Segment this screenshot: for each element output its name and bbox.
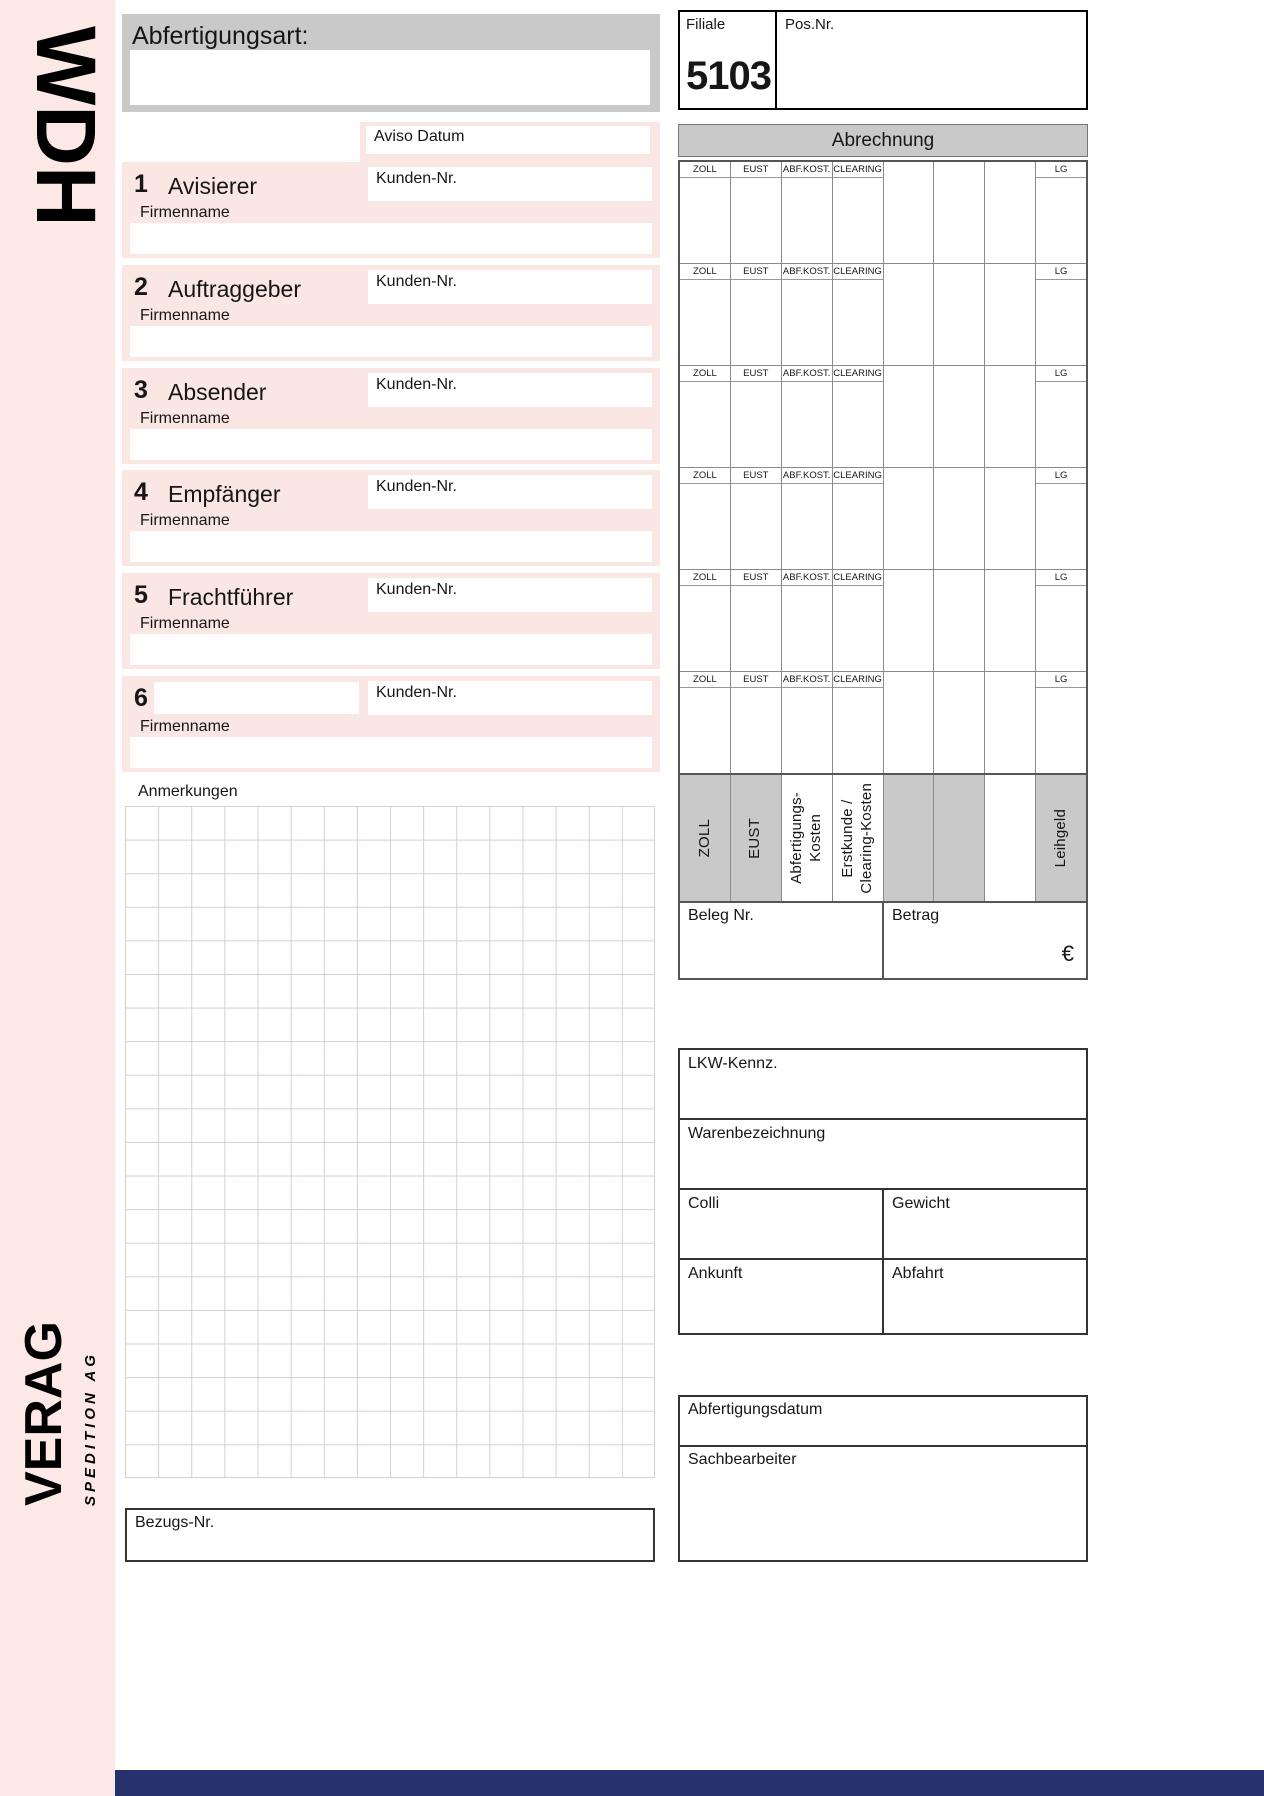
- col-header-abfkost: ABF.KOST.: [782, 264, 832, 280]
- betrag-field[interactable]: [884, 903, 1086, 978]
- col-header-lg: LG: [1036, 468, 1086, 484]
- rot-leihgeld-cell: [1036, 775, 1086, 901]
- party-name: Absender: [168, 378, 267, 405]
- rot-clearing-line1: Erstkunde /: [838, 798, 856, 878]
- abrechnung-header: Abrechnung: [678, 124, 1088, 157]
- abrechnung-cell-lg[interactable]: [1036, 468, 1086, 569]
- abfahrt-field[interactable]: [884, 1260, 1086, 1333]
- abrechnung-cell-empty[interactable]: [884, 264, 935, 365]
- abfertigungsdatum-label: Abfertigungsdatum: [688, 1401, 823, 1418]
- ankunft-abfahrt-row: [680, 1260, 1086, 1333]
- abfertigungsart-box: [122, 14, 660, 112]
- col-header-clearing: CLEARING: [833, 162, 883, 178]
- col-header-clearing: CLEARING: [833, 468, 883, 484]
- abrechnung-cell-eust[interactable]: [731, 162, 782, 263]
- abrechnung-cell-empty[interactable]: [985, 162, 1036, 263]
- betrag-label: Betrag: [892, 907, 940, 924]
- colli-gewicht-row: [680, 1190, 1086, 1260]
- abrechnung-table: [678, 160, 1088, 775]
- abfahrt-label: Abfahrt: [892, 1265, 944, 1282]
- abrechnung-cell-empty[interactable]: [884, 672, 935, 773]
- abrechnung-cell-empty[interactable]: [934, 264, 985, 365]
- col-header-clearing: CLEARING: [833, 570, 883, 586]
- brand-subtitle-text: SPEDITION AG: [82, 1351, 99, 1506]
- kunden-nr-field[interactable]: [368, 373, 652, 407]
- firmenname-field[interactable]: [130, 223, 652, 254]
- col-header-eust: EUST: [731, 264, 781, 280]
- col-header-lg: LG: [1036, 162, 1086, 178]
- rot-abfkosten-cell: [782, 775, 833, 901]
- col-header-eust: EUST: [731, 366, 781, 382]
- aviso-datum-field[interactable]: [366, 126, 650, 154]
- abrechnung-cell-lg[interactable]: [1036, 366, 1086, 467]
- beleg-betrag-row: [678, 903, 1088, 980]
- party-name: Avisierer: [168, 173, 258, 199]
- bezugs-nr-label: Bezugs-Nr.: [135, 1514, 215, 1531]
- abrechnung-cell-empty[interactable]: [934, 366, 985, 467]
- party-frachtfuehrer: [122, 573, 660, 669]
- col-header-zoll: ZOLL: [680, 366, 730, 382]
- ankunft-label: Ankunft: [688, 1265, 743, 1282]
- col-header-zoll: ZOLL: [680, 468, 730, 484]
- rot-clearing-cell: [833, 775, 884, 901]
- abrechnung-cell-zoll[interactable]: [680, 468, 731, 569]
- col-header-lg: LG: [1036, 264, 1086, 280]
- abrechnung-cell-clearing[interactable]: [833, 570, 884, 671]
- abrechnung-cell-empty[interactable]: [884, 468, 935, 569]
- col-header-abfkost: ABF.KOST.: [782, 468, 832, 484]
- abrechnung-cell-empty[interactable]: [934, 570, 985, 671]
- col-header-eust: EUST: [731, 570, 781, 586]
- abrechnung-cell-abfkost[interactable]: [782, 570, 833, 671]
- kunden-nr-label: Kunden-Nr.: [376, 478, 457, 496]
- col-header-zoll: ZOLL: [680, 162, 730, 178]
- firmenname-field[interactable]: [130, 326, 652, 357]
- abrechnung-cell-zoll[interactable]: [680, 162, 731, 263]
- aviso-datum-label: Aviso Datum: [374, 128, 465, 145]
- party-number: 3: [134, 375, 148, 404]
- abrechnung-cell-abfkost[interactable]: [782, 672, 833, 773]
- euro-symbol: €: [1061, 941, 1074, 966]
- abrechnung-cell-clearing[interactable]: [833, 264, 884, 365]
- kunden-nr-label: Kunden-Nr.: [376, 375, 457, 393]
- abrechnung-cell-empty[interactable]: [985, 468, 1036, 569]
- abrechnung-rotated-labels: [678, 775, 1088, 903]
- bezugs-nr-field[interactable]: [125, 1508, 655, 1562]
- col-header-clearing: CLEARING: [833, 672, 883, 688]
- kunden-nr-field[interactable]: [368, 270, 652, 304]
- sachbearbeiter-field[interactable]: [680, 1447, 1086, 1560]
- abrechnung-cell-clearing[interactable]: [833, 366, 884, 467]
- abrechnung-cell-abfkost[interactable]: [782, 366, 833, 467]
- kunden-nr-label: Kunden-Nr.: [376, 683, 457, 701]
- abrechnung-row: [680, 468, 1086, 570]
- abrechnung-cell-eust[interactable]: [731, 366, 782, 467]
- abrechnung-cell-empty[interactable]: [884, 570, 935, 671]
- warenbezeichnung-field[interactable]: [680, 1120, 1086, 1190]
- abrechnung-row: [680, 570, 1086, 672]
- party-number: 6: [134, 683, 148, 712]
- filiale-value: 5103: [686, 54, 771, 98]
- party-number: 4: [134, 478, 148, 507]
- firmenname-field[interactable]: [130, 737, 652, 768]
- col-header-abfkost: ABF.KOST.: [782, 570, 832, 586]
- abfertigungsdatum-field[interactable]: [680, 1397, 1086, 1447]
- posnr-field[interactable]: [777, 12, 1086, 108]
- anmerkungen-grid[interactable]: [125, 806, 655, 1478]
- abrechnung-cell-eust[interactable]: [731, 570, 782, 671]
- lkw-kennz-label: LKW-Kennz.: [688, 1055, 778, 1072]
- col-header-abfkost: ABF.KOST.: [782, 366, 832, 382]
- firmenname-label: Firmenname: [140, 204, 230, 221]
- firmenname-field[interactable]: [130, 531, 652, 562]
- firmenname-label: Firmenname: [140, 512, 230, 530]
- party-name-field[interactable]: [154, 682, 359, 714]
- rot-clearing-label: [839, 783, 877, 894]
- kunden-nr-field[interactable]: [368, 167, 652, 201]
- abrechnung-cell-clearing[interactable]: [833, 468, 884, 569]
- brand-verag-text: VERAG: [15, 1321, 73, 1506]
- rot-leihgeld-label: Leihgeld: [1051, 808, 1069, 868]
- abrechnung-cell-abfkost[interactable]: [782, 468, 833, 569]
- kunden-nr-field[interactable]: [368, 681, 652, 715]
- abrechnung-cell-lg[interactable]: [1036, 672, 1086, 773]
- rot-zoll-cell: [680, 775, 731, 901]
- abfertigungsart-field[interactable]: [130, 50, 650, 105]
- firmenname-label: Firmenname: [140, 717, 230, 735]
- party-name: Frachtführer: [168, 584, 294, 611]
- abrechnung-cell-lg[interactable]: [1036, 264, 1086, 365]
- party-name: Auftraggeber: [168, 275, 301, 302]
- abrechnung-row: [680, 672, 1086, 773]
- col-header-eust: EUST: [731, 162, 781, 178]
- abrechnung-cell-empty[interactable]: [884, 162, 935, 263]
- abrechnung-cell-clearing[interactable]: [833, 162, 884, 263]
- col-header-zoll: ZOLL: [680, 672, 730, 688]
- left-margin-strip: [0, 0, 115, 1796]
- posnr-label: Pos.Nr.: [785, 16, 835, 33]
- filiale-cell: [680, 12, 777, 108]
- rot-abfkosten-line2: Kosten: [806, 814, 824, 862]
- col-header-clearing: CLEARING: [833, 264, 883, 280]
- abrechnung-cell-empty[interactable]: [934, 468, 985, 569]
- firmenname-field[interactable]: [130, 429, 652, 460]
- sachbearbeiter-label: Sachbearbeiter: [688, 1451, 797, 1468]
- party-absender: [122, 368, 660, 464]
- abrechnung-cell-empty[interactable]: [985, 672, 1036, 773]
- warenbezeichnung-label: Warenbezeichnung: [688, 1125, 826, 1142]
- kunden-nr-label: Kunden-Nr.: [376, 272, 457, 290]
- rot-eust-cell: [731, 775, 782, 901]
- brand-wdh-text: WDH: [19, 26, 113, 227]
- abrechnung-cell-abfkost[interactable]: [782, 162, 833, 263]
- beleg-nr-label: Beleg Nr.: [688, 907, 754, 924]
- abfertigungsart-label: Abfertigungsart:: [132, 22, 309, 50]
- aviso-datum-box: [360, 122, 660, 162]
- firmenname-label: Firmenname: [140, 306, 230, 324]
- colli-field[interactable]: [680, 1190, 884, 1258]
- party-auftraggeber: [122, 265, 660, 361]
- col-header-lg: LG: [1036, 672, 1086, 688]
- abrechnung-row: [680, 366, 1086, 468]
- anmerkungen-label: Anmerkungen: [138, 783, 238, 800]
- abrechnung-cell-eust[interactable]: [731, 264, 782, 365]
- party-avisierer: [122, 162, 660, 258]
- party-empfaenger: [122, 470, 660, 566]
- kunden-nr-label: Kunden-Nr.: [376, 581, 457, 599]
- filiale-posnr-box: [678, 10, 1088, 110]
- abrechnung-cell-eust[interactable]: [731, 468, 782, 569]
- kunden-nr-field[interactable]: [368, 578, 652, 612]
- kunden-nr-label: Kunden-Nr.: [376, 170, 457, 187]
- processing-box: [678, 1395, 1088, 1562]
- party-six: [122, 676, 660, 772]
- col-header-zoll: ZOLL: [680, 264, 730, 280]
- firmenname-label: Firmenname: [140, 615, 230, 633]
- parties-list: [122, 162, 660, 772]
- abrechnung-cell-lg[interactable]: [1036, 162, 1086, 263]
- firmenname-label: Firmenname: [140, 409, 230, 427]
- gewicht-field[interactable]: [884, 1190, 1086, 1258]
- lkw-kennz-field[interactable]: [680, 1050, 1086, 1120]
- abrechnung-cell-empty[interactable]: [934, 162, 985, 263]
- col-header-eust: EUST: [731, 468, 781, 484]
- ankunft-field[interactable]: [680, 1260, 884, 1333]
- gewicht-label: Gewicht: [892, 1195, 950, 1212]
- abrechnung-cell-empty[interactable]: [985, 570, 1036, 671]
- party-number: 2: [134, 272, 148, 301]
- abrechnung-row: [680, 162, 1086, 264]
- beleg-nr-field[interactable]: [680, 903, 884, 978]
- rot-eust-label: EUST: [746, 817, 764, 859]
- abrechnung-cell-lg[interactable]: [1036, 570, 1086, 671]
- rot-zoll-label: ZOLL: [695, 818, 713, 858]
- colli-label: Colli: [688, 1195, 720, 1212]
- abrechnung-cell-zoll[interactable]: [680, 570, 731, 671]
- party-number: 1: [134, 170, 148, 198]
- col-header-lg: LG: [1036, 366, 1086, 382]
- abrechnung-cell-abfkost[interactable]: [782, 264, 833, 365]
- abrechnung-cell-empty[interactable]: [985, 366, 1036, 467]
- col-header-eust: EUST: [731, 672, 781, 688]
- filiale-label: Filiale: [686, 16, 726, 33]
- rot-abfkosten-label: [788, 792, 826, 884]
- col-header-zoll: ZOLL: [680, 570, 730, 586]
- abrechnung-cell-empty[interactable]: [985, 264, 1036, 365]
- kunden-nr-field[interactable]: [368, 475, 652, 509]
- col-header-abfkost: ABF.KOST.: [782, 162, 832, 178]
- col-header-lg: LG: [1036, 570, 1086, 586]
- abrechnung-cell-empty[interactable]: [934, 672, 985, 773]
- col-header-abfkost: ABF.KOST.: [782, 672, 832, 688]
- abrechnung-cell-zoll[interactable]: [680, 672, 731, 773]
- footer-bar: [115, 1770, 1264, 1796]
- rot-abfkosten-line1: Abfertigungs-: [787, 792, 805, 884]
- col-header-clearing: CLEARING: [833, 366, 883, 382]
- abrechnung-cell-zoll[interactable]: [680, 366, 731, 467]
- rot-empty-cell: [934, 775, 985, 901]
- party-name: Empfänger: [168, 481, 281, 508]
- shipment-box: [678, 1048, 1088, 1335]
- abrechnung-cell-clearing[interactable]: [833, 672, 884, 773]
- rot-clearing-line2: Clearing-Kosten: [857, 782, 875, 894]
- firmenname-field[interactable]: [130, 634, 652, 665]
- abrechnung-cell-eust[interactable]: [731, 672, 782, 773]
- rot-empty-cell: [884, 775, 935, 901]
- abrechnung-cell-empty[interactable]: [884, 366, 935, 467]
- rot-empty-cell[interactable]: [985, 775, 1036, 901]
- abrechnung-cell-zoll[interactable]: [680, 264, 731, 365]
- abrechnung-row: [680, 264, 1086, 366]
- party-number: 5: [134, 581, 148, 610]
